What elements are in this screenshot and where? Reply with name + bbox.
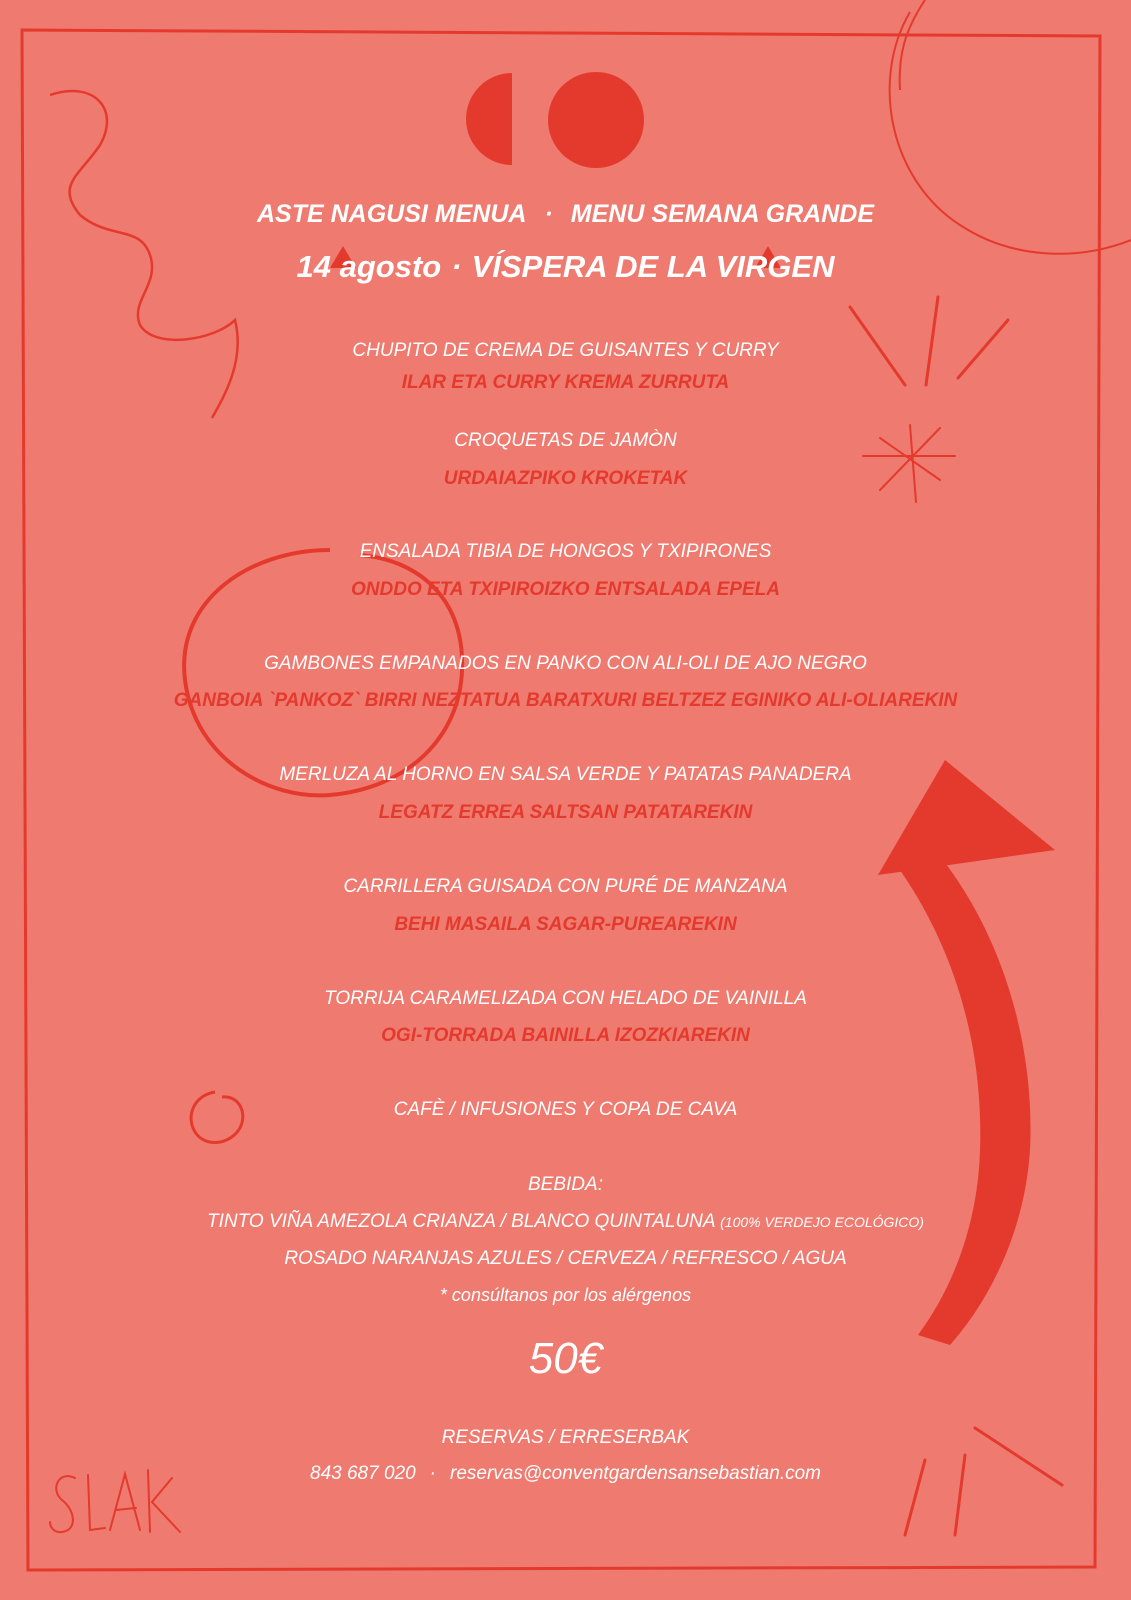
coffee-line: CAFÈ / INFUSIONES Y COPA DE CAVA bbox=[393, 1099, 738, 1120]
reservations-email[interactable]: reservas@conventgardensansebastian.com bbox=[450, 1463, 821, 1484]
course-5-basque: LEGATZ ERREA SALTSAN PATATAREKIN bbox=[378, 802, 753, 823]
title-separator: · bbox=[544, 200, 553, 228]
course-2-basque: URDAIAZPIKO KROKETAK bbox=[443, 468, 688, 489]
drinks-label: BEBIDA: bbox=[528, 1174, 603, 1195]
course-4-spanish: GAMBONES EMPANADOS EN PANKO CON ALI-OLI DE AJO NEGRO bbox=[264, 653, 867, 674]
menu-event: VÍSPERA DE LA VIRGEN bbox=[471, 249, 835, 284]
course-5-spanish: MERLUZA AL HORNO EN SALSA VERDE Y PATATAS PANADERA bbox=[279, 764, 852, 785]
reservations-phone[interactable]: 843 687 020 bbox=[310, 1463, 416, 1484]
drinks-line-1 bbox=[0, 1211, 1131, 1233]
menu-title bbox=[0, 200, 1131, 229]
course-2-spanish: CROQUETAS DE JAMÒN bbox=[454, 430, 677, 451]
drinks-wine-note: (100% VERDEJO ECOLÓGICO) bbox=[720, 1214, 924, 1230]
reservations-contact bbox=[0, 1463, 1131, 1485]
menu-price: 50€ bbox=[528, 1334, 603, 1383]
allergens-note: * consúltanos por los alérgenos bbox=[439, 1285, 692, 1305]
course-7-spanish: TORRIJA CARAMELIZADA CON HELADO DE VAINILLA bbox=[324, 988, 807, 1009]
course-3-basque: ONDDO ETA TXIPIROIZKO ENTSALADA EPELA bbox=[351, 579, 780, 600]
reservations-label: RESERVAS / ERRESERBAK bbox=[441, 1427, 690, 1448]
course-3-spanish: ENSALADA TIBIA DE HONGOS Y TXIPIRONES bbox=[359, 541, 772, 562]
course-6-basque: BEHI MASAILA SAGAR-PUREAREKIN bbox=[394, 914, 737, 935]
course-1-basque: ILAR ETA CURRY KREMA ZURRUTA bbox=[401, 372, 730, 393]
course-1-spanish: CHUPITO DE CREMA DE GUISANTES Y CURRY bbox=[352, 340, 779, 361]
course-7-basque: OGI-TORRADA BAINILLA IZOZKIAREKIN bbox=[381, 1025, 750, 1046]
menu-subtitle bbox=[0, 249, 1131, 285]
title-basque: ASTE NAGUSI MENUA bbox=[256, 200, 527, 228]
title-spanish: MENU SEMANA GRANDE bbox=[570, 200, 875, 228]
logo-mark bbox=[466, 72, 644, 168]
subtitle-separator: · bbox=[451, 249, 462, 284]
menu-date: 14 agosto bbox=[296, 249, 442, 284]
drinks-line-2: ROSADO NARANJAS AZULES / CERVEZA / REFRESCO / AGUA bbox=[284, 1248, 847, 1269]
course-6-spanish: CARRILLERA GUISADA CON PURÉ DE MANZANA bbox=[343, 876, 788, 897]
contact-separator: · bbox=[429, 1463, 436, 1484]
drinks-wines: TINTO VIÑA AMEZOLA CRIANZA / BLANCO QUINTALUNA bbox=[207, 1211, 715, 1232]
course-4-basque: GANBOIA `PANKOZ` BIRRI NEZTATUA BARATXURI BELTZEZ EGINIKO ALI-OLIAREKIN bbox=[173, 690, 958, 711]
